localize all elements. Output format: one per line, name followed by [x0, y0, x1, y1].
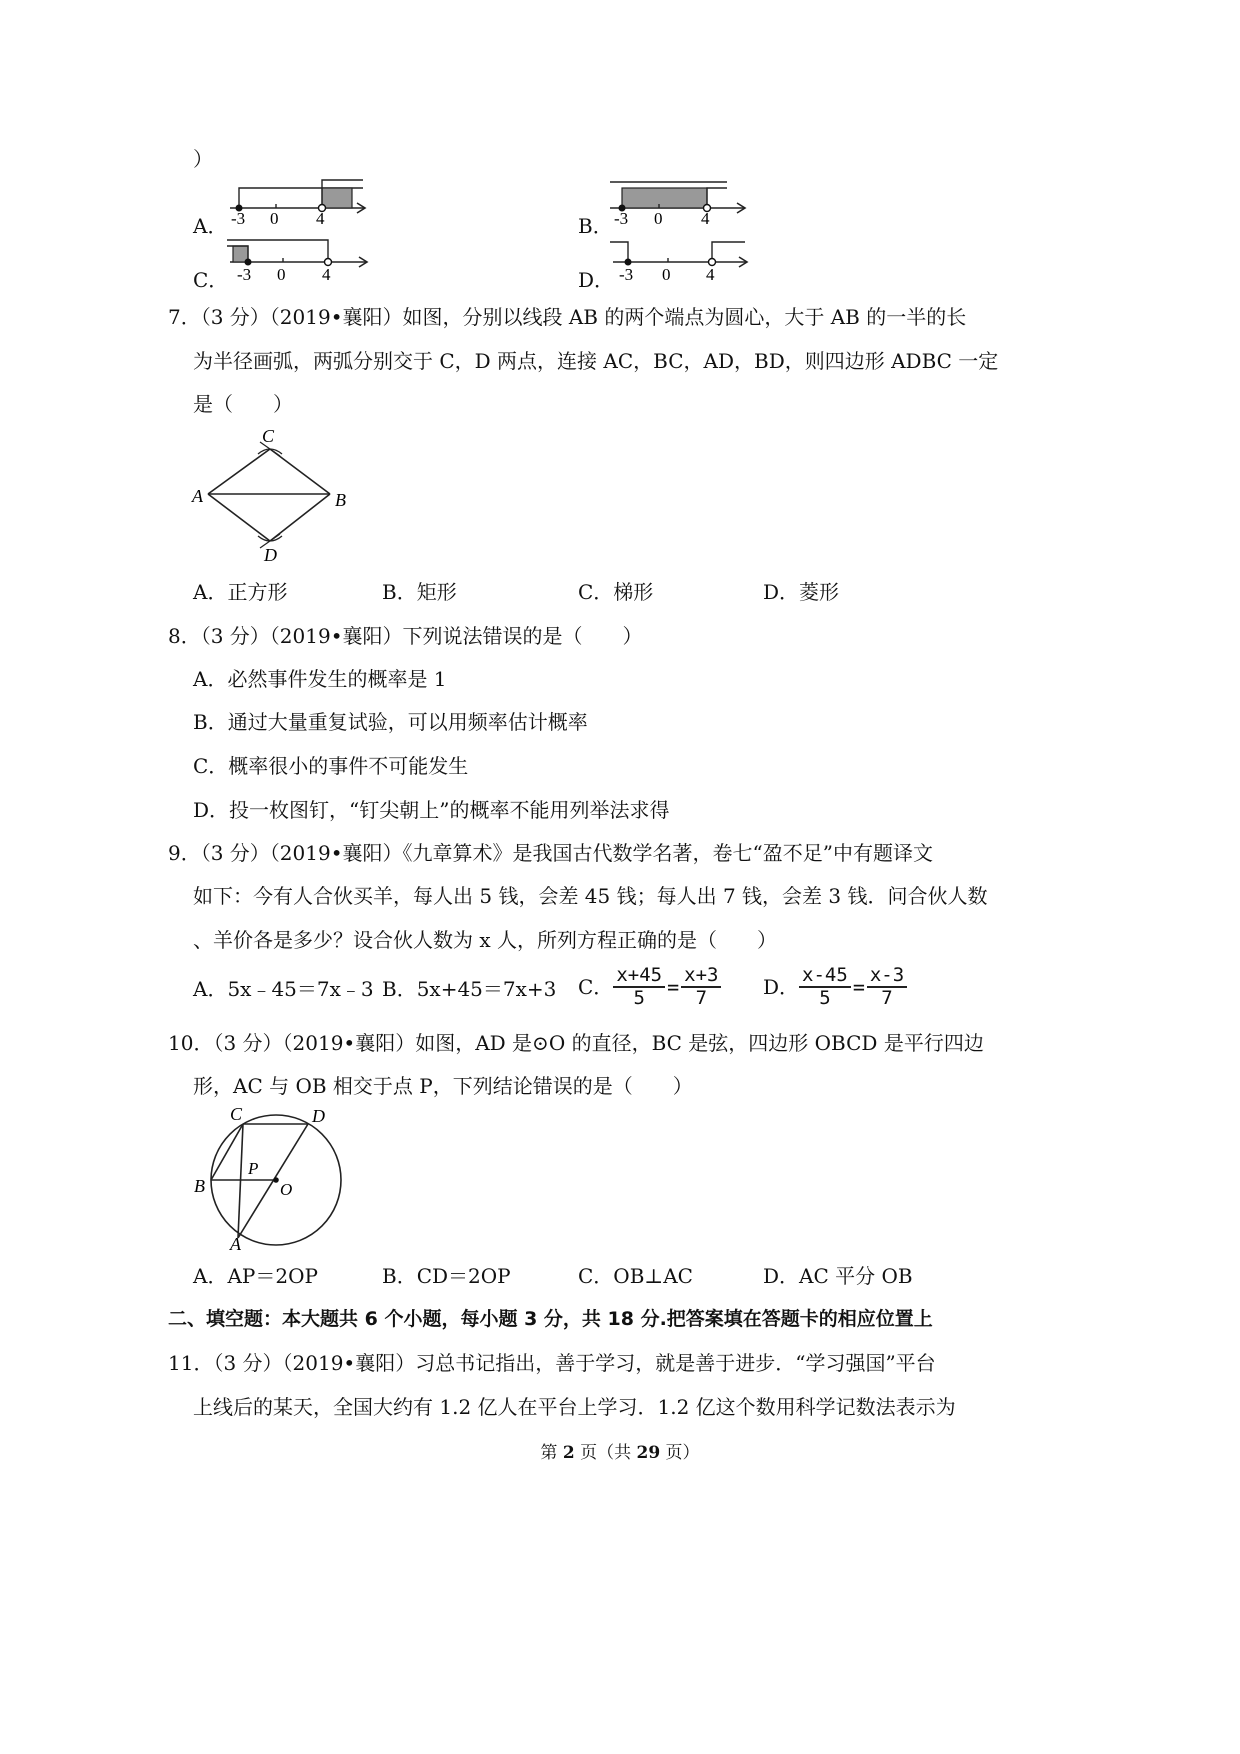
q7-rhombus-figure [188, 424, 358, 569]
q7-option-b: B．矩形 [382, 580, 457, 604]
q9-option-a: A．5x﹣45＝7x﹣3 [193, 977, 374, 1001]
tick-label: -3 [237, 265, 252, 284]
q7-option-a: A．正方形 [193, 580, 288, 604]
q7-option-d: D．菱形 [763, 580, 840, 604]
tick-label: -3 [614, 209, 629, 228]
point-label-c: C [262, 426, 275, 446]
tick-label: 0 [270, 209, 279, 228]
tick-label: 0 [277, 265, 286, 284]
q8-stem: 8．（3 分）（2019•襄阳）下列说法错误的是（ ） [168, 624, 643, 648]
q6-option-d-number-line [605, 234, 755, 284]
fraction: $\frac{x+45}{5}$ [613, 965, 665, 1009]
q7-option-c: C．梯形 [578, 580, 654, 604]
current-page-number: 2 [562, 1443, 575, 1463]
q10-option-a: A．AP＝2OP [193, 1264, 318, 1288]
q11-stem-line-2: 上线后的某天，全国大约有 1.2 亿人在平台上学习．1.2 亿这个数用科学记数法表示为 [193, 1395, 956, 1419]
q7-stem-line-3: 是（ ） [193, 392, 293, 416]
q6-option-c-number-line [225, 234, 375, 284]
q6-option-a-label: A． [193, 214, 228, 238]
q10-stem-line-1: 10．（3 分）（2019•襄阳）如图，AD 是⊙O 的直径，BC 是弦，四边形 OBCD 是平行四边 [168, 1031, 984, 1055]
tick-label: -3 [231, 209, 246, 228]
q10-option-c: C．OB⊥AC [578, 1264, 693, 1288]
total-pages: 29 [636, 1443, 661, 1463]
q9-option-d: D． $\frac{x-45}{5}$ = $\frac{x-3}{7}$ [763, 965, 907, 1009]
q7-stem-line-1: 7．（3 分）（2019•襄阳）如图，分别以线段 AB 的两个端点为圆心，大于 AB 的一半的长 [168, 305, 967, 329]
q9-stem-line-1: 9．（3 分）（2019•襄阳）《九章算术》是我国古代数学名著，卷七“盈不足”中有题译文 [168, 841, 933, 865]
tick-label: 4 [322, 265, 331, 284]
point-label-b: B [194, 1176, 205, 1196]
tick-label: 0 [654, 209, 663, 228]
q7-stem-line-2: 为半径画弧，两弧分别交于 C，D 两点，连接 AC，BC，AD，BD，则四边形 ADBC 一定 [193, 349, 999, 373]
q10-option-d: D．AC 平分 OB [763, 1264, 913, 1288]
point-label-d: D [312, 1106, 325, 1126]
tick-label: 0 [662, 265, 671, 284]
point-label-c: C [230, 1104, 243, 1124]
fraction: $\frac{x+3}{7}$ [681, 965, 721, 1009]
q11-stem-line-1: 11．（3 分）（2019•襄阳）习总书记指出，善于学习，就是善于进步．“学习强国”平台 [168, 1351, 936, 1375]
q8-option-b: B．通过大量重复试验，可以用频率估计概率 [193, 710, 588, 734]
q9-option-b: B．5x+45＝7x+3 [382, 977, 557, 1001]
page-footer: 第 2 页（共 29 页） [540, 1443, 700, 1463]
point-label-b: B [335, 490, 346, 510]
point-label-p: P [248, 1159, 259, 1178]
q9-stem-line-3: 、羊价各是多少？设合伙人数为 x 人，所列方程正确的是（ ） [193, 928, 777, 952]
tick-label: -3 [619, 265, 634, 284]
q6-option-a-number-line [225, 178, 370, 228]
q8-option-a: A．必然事件发生的概率是 1 [193, 667, 447, 691]
q6-option-c-label: C． [193, 268, 229, 292]
q9-option-c-label: C． [578, 975, 614, 999]
q9-stem-line-2: 如下：今有人合伙买羊，每人出 5 钱，会差 45 钱；每人出 7 钱，会差 3 钱．问合伙人数 [193, 884, 988, 908]
tick-label: 4 [701, 209, 710, 228]
q8-option-d: D．投一枚图钉，“钉尖朝上”的概率不能用列举法求得 [193, 798, 670, 822]
q9-option-c: C． $\frac{x+45}{5}$ = $\frac{x+3}{7}$ [578, 965, 721, 1009]
q9-option-d-label: D． [763, 975, 800, 999]
q8-option-c: C．概率很小的事件不可能发生 [193, 754, 469, 778]
q6-closing-paren: ） [193, 147, 213, 171]
q6-option-d-label: D． [578, 268, 615, 292]
q10-stem-line-2: 形，AC 与 OB 相交于点 P，下列结论错误的是（ ） [193, 1074, 693, 1098]
point-label-d: D [264, 545, 277, 565]
section-2-heading: 二、填空题：本大题共 6 个小题，每小题 3 分，共 18 分.把答案填在答题卡的相应位置上 [168, 1308, 933, 1330]
fraction: $\frac{x-3}{7}$ [867, 965, 907, 1009]
q10-circle-figure [188, 1102, 348, 1252]
q6-option-b-label: B． [578, 214, 613, 238]
fraction: $\frac{x-45}{5}$ [799, 965, 851, 1009]
tick-label: 4 [316, 209, 325, 228]
point-label-o: O [280, 1180, 293, 1199]
q10-option-b: B．CD＝2OP [382, 1264, 511, 1288]
point-label-a: A [230, 1234, 241, 1252]
q6-option-b-number-line [605, 178, 750, 228]
tick-label: 4 [706, 265, 715, 284]
point-label-a: A [192, 486, 203, 506]
